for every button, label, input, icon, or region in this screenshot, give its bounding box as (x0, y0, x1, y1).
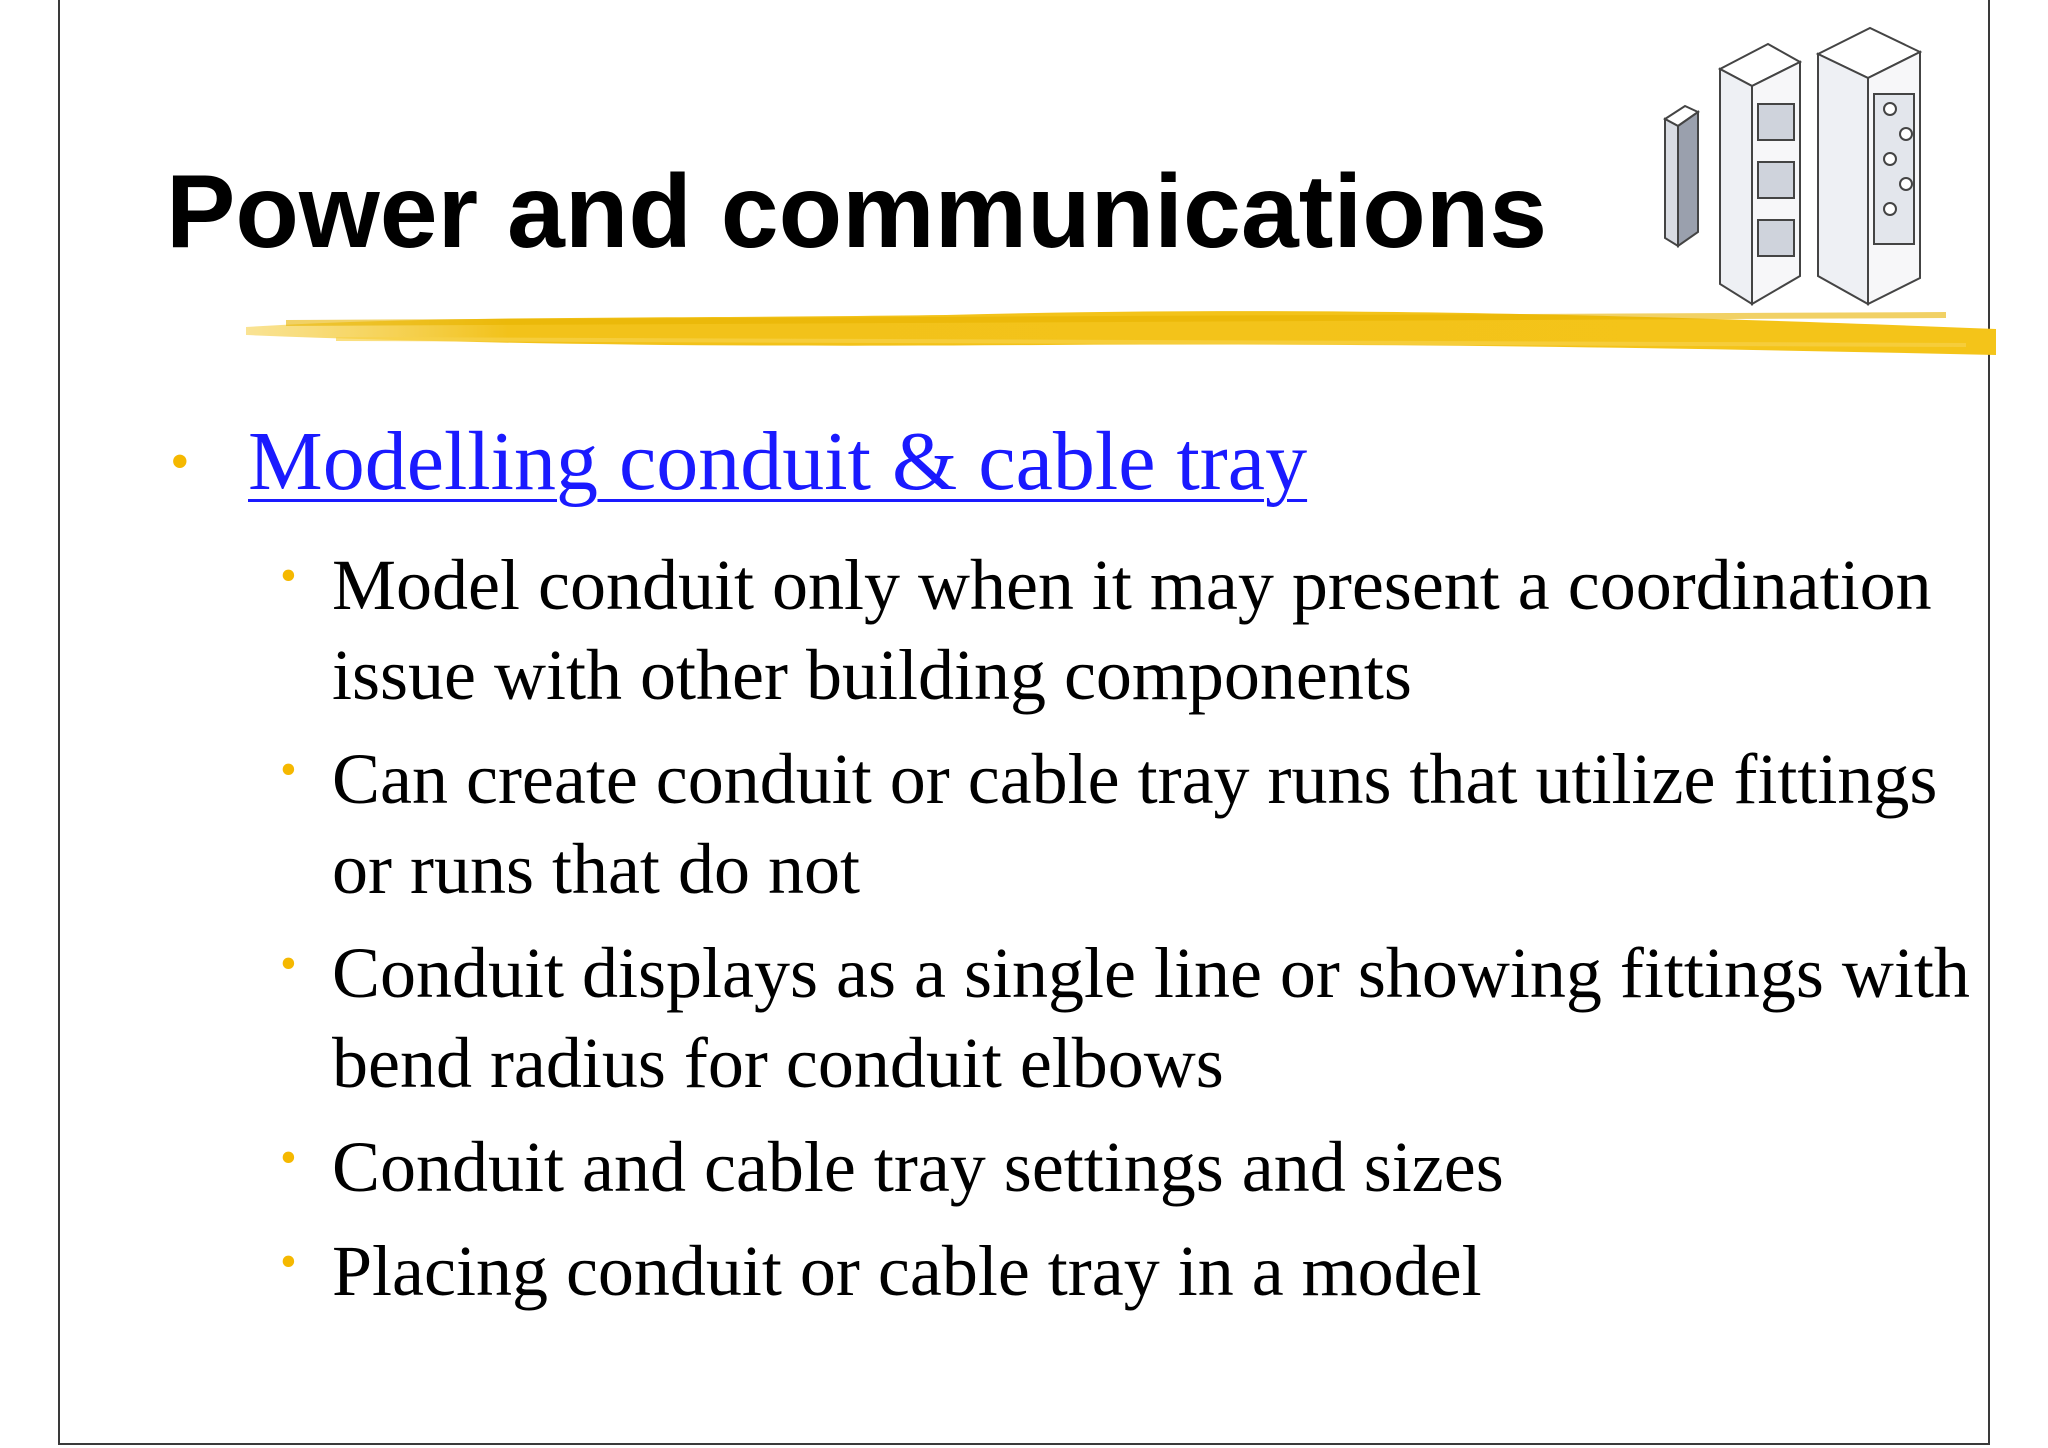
list-item (280, 1226, 1980, 1316)
list-item (280, 928, 1980, 1108)
bullet-dot-icon: • (170, 431, 190, 493)
slide-title: Power and communications (166, 154, 1548, 270)
sub-bullet-list (280, 540, 1980, 1330)
list-item (280, 1122, 1980, 1212)
bullet-dot-icon: • (280, 937, 297, 990)
list-item-text: Model conduit only when it may present a coordination issue with other building components (332, 545, 1932, 715)
list-item-text: Conduit displays as a single line or showing fittings with bend radius for conduit elbows (332, 933, 1970, 1103)
server-cabinets-icon (1650, 14, 1980, 314)
main-bullet-link[interactable]: Modelling conduit & cable tray (248, 415, 1308, 508)
bullet-dot-icon: • (280, 743, 297, 796)
list-item (280, 734, 1980, 914)
bullet-dot-icon: • (280, 549, 297, 602)
bullet-dot-icon: • (280, 1131, 297, 1184)
list-item-text: Placing conduit or cable tray in a model (332, 1231, 1482, 1311)
list-item-text: Conduit and cable tray settings and sizes (332, 1127, 1504, 1207)
list-item-text: Can create conduit or cable tray runs that utilize fittings or runs that do not (332, 739, 1938, 909)
list-item (280, 540, 1980, 720)
bullet-dot-icon: • (280, 1235, 297, 1288)
